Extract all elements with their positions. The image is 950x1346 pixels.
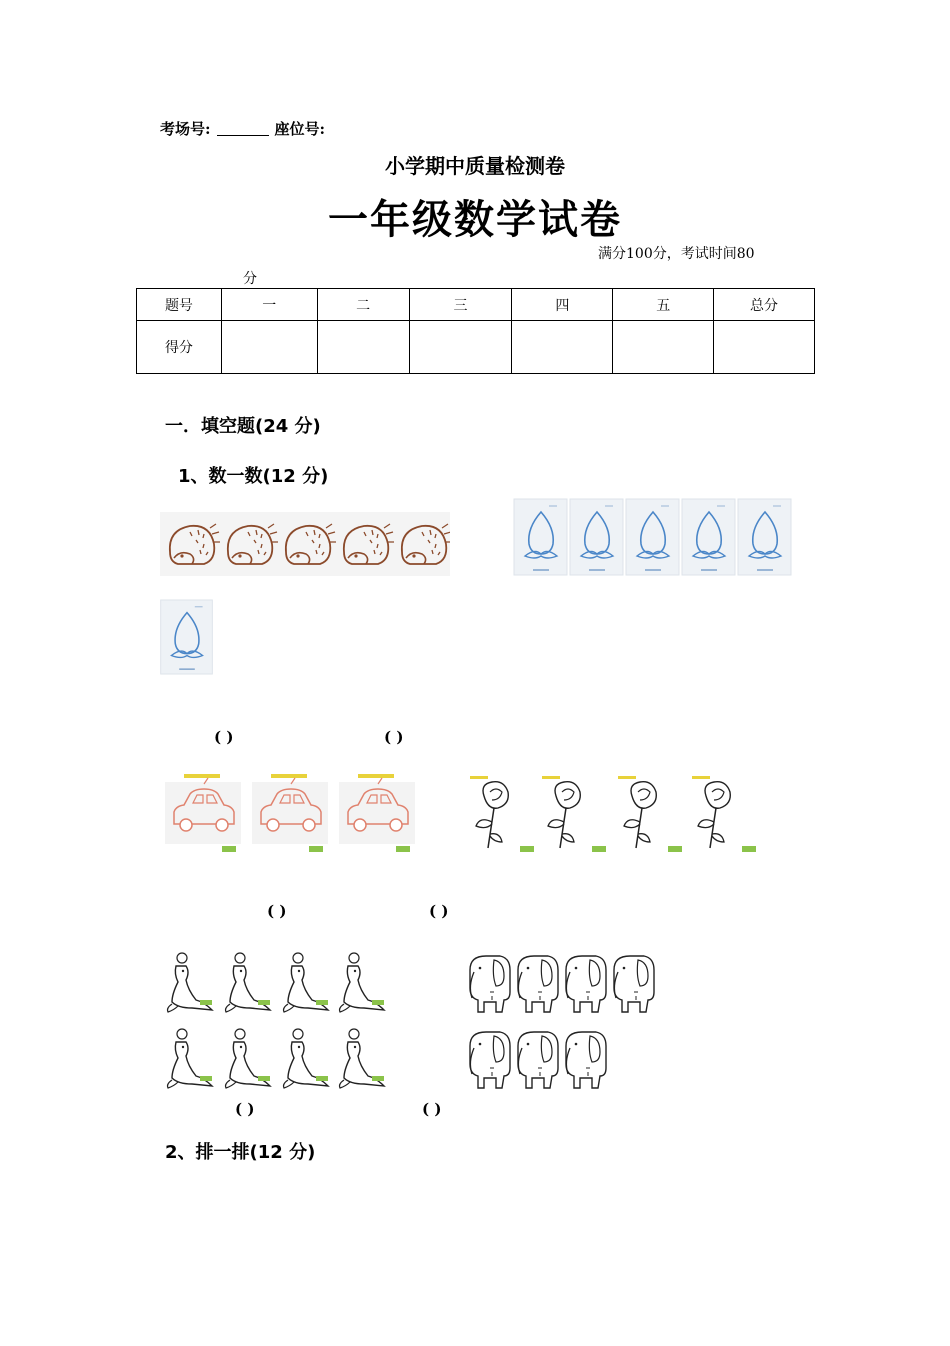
page-subtitle: 小学期中质量检测卷: [385, 154, 565, 178]
hedgehog-icon: [402, 524, 450, 564]
score-input-cell[interactable]: [317, 321, 409, 374]
seal-icon: [340, 1029, 385, 1088]
score-input-cell[interactable]: [613, 321, 714, 374]
car-icon: [252, 774, 328, 852]
table-cell: 一: [221, 289, 317, 321]
score-input-cell[interactable]: [512, 321, 613, 374]
score-input-cell[interactable]: [714, 321, 815, 374]
elephant-icon: [518, 956, 558, 1012]
answer-blank[interactable]: ( ): [214, 728, 234, 746]
exam-room-blank[interactable]: [217, 121, 269, 136]
table-cell: 二: [317, 289, 409, 321]
elephant-icon: [518, 1032, 558, 1088]
score-input-cell[interactable]: [221, 321, 317, 374]
section1-heading: 一．填空题(24 分): [165, 416, 321, 437]
table-cell: 总分: [714, 289, 815, 321]
score-table: [136, 288, 815, 374]
peach-icon: [161, 600, 213, 674]
seal-icon: [340, 953, 385, 1012]
exam-room-label: 考场号:: [160, 120, 211, 138]
page-title: 一年级数学试卷: [328, 197, 622, 243]
seal-icon: [168, 953, 213, 1012]
rose-icon: [692, 776, 756, 852]
peach-picture-group-extra: [159, 599, 215, 675]
question2-heading: 2、排一排(12 分): [165, 1142, 316, 1163]
car-icon: [339, 774, 415, 852]
elephant-picture-group: [464, 950, 660, 1094]
answer-blank[interactable]: ( ): [267, 902, 287, 920]
hedgehog-icon: [286, 524, 336, 564]
table-cell: 得分: [137, 321, 222, 374]
seal-icon: [168, 1029, 213, 1088]
elephant-icon: [614, 956, 654, 1012]
elephant-icon: [470, 956, 510, 1012]
rose-icon: [618, 776, 682, 852]
hedgehog-icon: [228, 524, 278, 564]
peach-picture-group: [513, 498, 793, 576]
car-icon: [165, 774, 241, 852]
score-note-continued: 分: [243, 271, 257, 287]
peach-icon: [570, 499, 623, 575]
seal-icon: [284, 953, 329, 1012]
table-cell: 四: [512, 289, 613, 321]
elephant-icon: [470, 1032, 510, 1088]
answer-blank[interactable]: ( ): [429, 902, 449, 920]
table-cell: 题号: [137, 289, 222, 321]
peach-icon: [738, 499, 791, 575]
question1-heading: 1、数一数(12 分): [178, 466, 329, 487]
answer-blank[interactable]: ( ): [384, 728, 404, 746]
seal-picture-group: [164, 946, 394, 1092]
score-table-score-row: [137, 321, 815, 374]
rose-icon: [470, 776, 534, 852]
rose-picture-group: [462, 772, 762, 856]
elephant-icon: [566, 1032, 606, 1088]
seal-icon: [226, 1029, 271, 1088]
peach-icon: [514, 499, 567, 575]
peach-icon: [682, 499, 735, 575]
elephant-icon: [566, 956, 606, 1012]
rose-icon: [542, 776, 606, 852]
hedgehog-picture-group: [160, 512, 450, 576]
score-input-cell[interactable]: [409, 321, 512, 374]
hedgehog-icon: [170, 524, 220, 564]
answer-blank[interactable]: ( ): [235, 1100, 255, 1118]
hedgehog-icon: [344, 524, 394, 564]
answer-blank[interactable]: ( ): [422, 1100, 442, 1118]
table-cell: 五: [613, 289, 714, 321]
score-note: 满分100分，考试时间80: [598, 246, 755, 262]
seat-label: 座位号:: [274, 120, 326, 138]
exam-info-line: [160, 118, 325, 139]
seal-icon: [226, 953, 271, 1012]
seal-icon: [284, 1029, 329, 1088]
peach-icon: [626, 499, 679, 575]
score-table-header-row: [137, 289, 815, 321]
table-cell: 三: [409, 289, 512, 321]
car-picture-group: [164, 772, 420, 856]
